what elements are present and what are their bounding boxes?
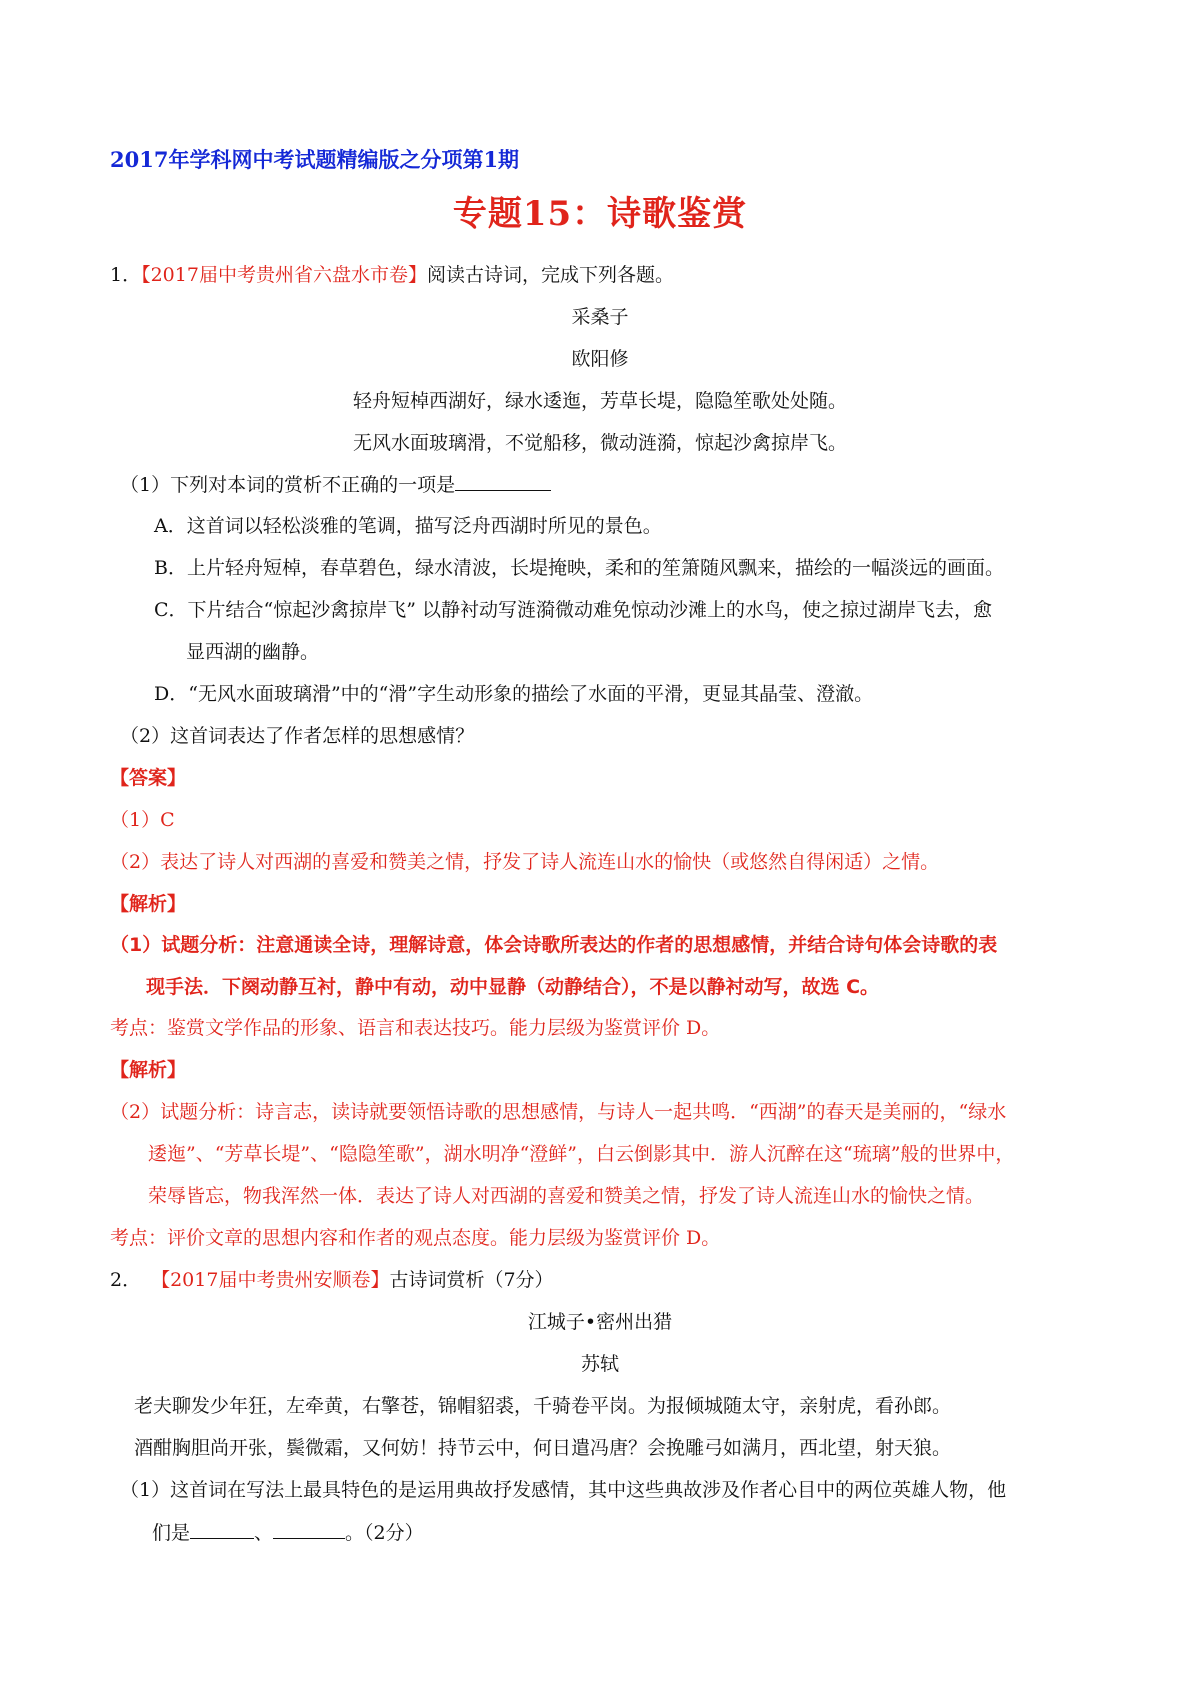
option-a: A．这首词以轻松淡雅的笔调，描写泛舟西湖时所见的景色。 [154,515,662,537]
analysis-text-continued: 现手法．下阕动静互衬，静中有动，动中显静（动静结合），不是以静衬动写，故选 C。 [146,976,880,998]
question-prompt: 阅读古诗词，完成下列各题。 [426,264,674,286]
sub-question-1 [120,471,551,498]
page-title: 专题15：诗歌鉴赏 [452,194,748,234]
analysis-label: 【解析】 [110,893,187,915]
question-number: 2． [110,1269,142,1291]
analysis-label: 【解析】 [110,1059,187,1081]
question-prompt: 古诗词赏析（7分） [389,1269,554,1291]
question-2-heading [110,1267,554,1293]
question-source: 【2017届中考贵州省六盘水市卷】 [141,264,427,286]
poem-line: 老夫聊发少年狂，左牵黄，右擎苍，锦帽貂裘，千骑卷平岗。为报倾城随太守，亲射虎，看孙郎。 [134,1395,952,1417]
question-source: 【2017届中考贵州安顺卷】 [151,1269,390,1291]
sub-question-text: （1）下列对本词的赏析不正确的一项是 [120,474,456,496]
header-title: 2017年学科网中考试题精编版之分项第1期 [110,147,520,172]
option-d: D．“无风水面玻璃滑”中的“滑”字生动形象的描绘了水面的平滑，更显其晶莹、澄澈。 [154,683,874,705]
sub-question-1-continued [152,1519,424,1546]
poem-line: 轻舟短棹西湖好，绿水逶迤，芳草长堤，隐隐笙歌处处随。 [352,390,847,412]
poem-author: 欧阳修 [571,348,629,370]
option-b: B．上片轻舟短棹，春草碧色，绿水清波，长堤掩映，柔和的笙箫随风飘来，描绘的一幅淡远的画面。 [154,557,1004,579]
sub-question-2: （2）这首词表达了作者怎样的思想感情？ [120,725,475,747]
score-note: 。（2分） [345,1522,424,1544]
question-1-heading [110,262,674,288]
answer-label: 【答案】 [110,767,187,789]
sub-question-text: 们是 [152,1522,191,1544]
poem-line: 无风水面玻璃滑，不觉船移，微动涟漪，惊起沙禽掠岸飞。 [352,432,847,454]
poem-title: 江城子•密州出猎 [527,1311,673,1333]
option-c-continued: 显西湖的幽静。 [186,641,320,663]
answer-blank [455,471,551,491]
option-c: C．下片结合“惊起沙禽掠岸飞” 以静衬动写涟漪微动难免惊动沙滩上的水鸟，使之掠过湖岸飞去，愈 [154,599,993,621]
kaodian-2: 考点：评价文章的思想内容和作者的观点态度。能力层级为鉴赏评价 D。 [110,1227,721,1249]
analysis-text: （2）试题分析：诗言志，读诗就要领悟诗歌的思想感情，与诗人一起共鸣．“西湖”的春天是美丽的，“绿水 [110,1101,1007,1123]
separator: 、 [254,1522,274,1544]
answer-2: （2）表达了诗人对西湖的喜爱和赞美之情，抒发了诗人流连山水的愉快（或悠然自得闲适）之情。 [110,851,940,873]
analysis-text: （1）试题分析：注意通读全诗，理解诗意，体会诗歌所表达的作者的思想感情，并结合诗句体会诗歌的表 [110,934,998,956]
poem-title: 采桑子 [571,306,629,328]
question-number: 1． [110,264,142,286]
analysis-text-continued: 荣辱皆忘，物我浑然一体．表达了诗人对西湖的喜爱和赞美之情，抒发了诗人流连山水的愉快之情。 [148,1185,985,1207]
answer-1: （1）C [110,809,175,831]
analysis-text-continued: 逶迤”、“芳草长堤”、“隐隐笙歌”，湖水明净“澄鲜”，白云倒影其中．游人沉醉在这“琉璃”般的世界中， [148,1143,1015,1165]
poem-line: 酒酣胸胆尚开张，鬓微霜，又何妨！持节云中，何日遣冯唐？会挽雕弓如满月，西北望，射天狼。 [134,1437,952,1459]
kaodian-1: 考点：鉴赏文学作品的形象、语言和表达技巧。能力层级为鉴赏评价 D。 [110,1017,721,1039]
sub-question-1: （1）这首词在写法上最具特色的是运用典故抒发感情，其中这些典故涉及作者心目中的两位英雄人物，他 [120,1479,1007,1501]
poem-author: 苏轼 [580,1353,619,1375]
answer-blank [273,1519,345,1539]
answer-blank [190,1519,254,1539]
